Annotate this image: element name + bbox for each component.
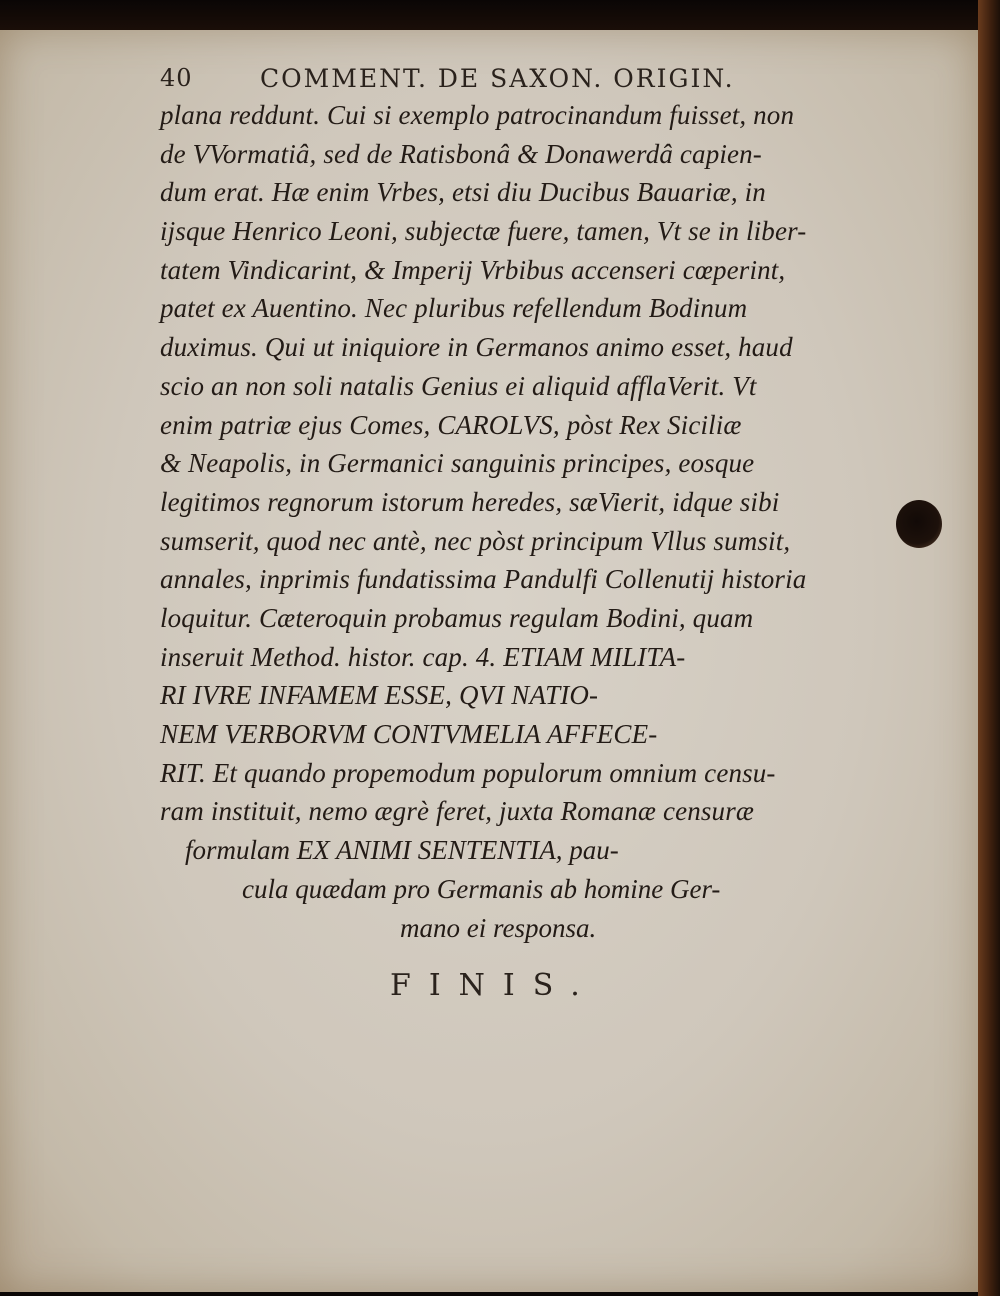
dark-background-top [0, 0, 1000, 30]
text-line: tatem Vindicarint, & Imperij Vrbibus accenseri cœperint, [160, 254, 786, 285]
text-line: plana reddunt. Cui si exemplo patrocinandum fuisset, non [160, 100, 795, 130]
text-line: annales, inprimis fundatissima Pandulfi Collenutij historia [160, 564, 807, 595]
body-text [160, 96, 880, 831]
text-line: duximus. Qui ut iniquiore in Germanos animo esset, haud [160, 332, 793, 363]
text-line: enim patriæ ejus Comes, CAROLVS, pòst Rex Siciliæ [160, 409, 742, 440]
text-line: loquitur. Cæteroquin probamus regulam Bodini, quam [160, 602, 754, 633]
text-line: sumserit, quod nec antè, nec pòst principum Vllus sumsit, [160, 525, 791, 556]
tail-line: formulam EX ANIMI SENTENTIA, pau- [185, 835, 619, 865]
text-line: legitimos regnorum istorum heredes, sæVierit, idque sibi [160, 486, 780, 517]
text-line: RI IVRE INFAMEM ESSE, QVI NATIO- [160, 680, 599, 711]
text-line: NEM VERBORVM CONTVMELIA AFFECE- [160, 719, 658, 749]
text-line: ram instituit, nemo ægrè feret, juxta Romanæ censuræ [160, 796, 755, 827]
text-line: dum erat. Hæ enim Vrbes, etsi diu Ducibus Bauariæ, in [160, 177, 766, 208]
tail-line: cula quædam pro Germanis ab homine Ger- [242, 874, 721, 904]
running-title: COMMENT. DE SAXON. ORIGIN. [260, 64, 735, 93]
text-line: scio an non soli natalis Genius ei aliquid afflaVerit. Vt [160, 370, 757, 401]
text-line: RIT. Et quando propemodum populorum omnium censu- [160, 757, 776, 788]
text-line: & Neapolis, in Germanici sanguinis principes, eosque [160, 448, 755, 479]
page-spine-edge [978, 0, 1000, 1296]
finis-heading: FINIS. [390, 968, 598, 1003]
ink-blot [896, 500, 942, 548]
text-line: ijsque Henrico Leoni, subjectæ fuere, tamen, Vt se in liber- [160, 216, 807, 247]
text-line: de VVormatiâ, sed de Ratisbonâ & Donawerdâ capien- [160, 138, 762, 169]
page-number: 40 [160, 64, 193, 92]
text-line: inseruit Method. histor. cap. 4. ETIAM MILITA- [160, 641, 686, 672]
tail-line: mano ei responsa. [400, 913, 597, 943]
text-line: patet ex Auentino. Nec pluribus refellendum Bodinum [160, 293, 748, 324]
